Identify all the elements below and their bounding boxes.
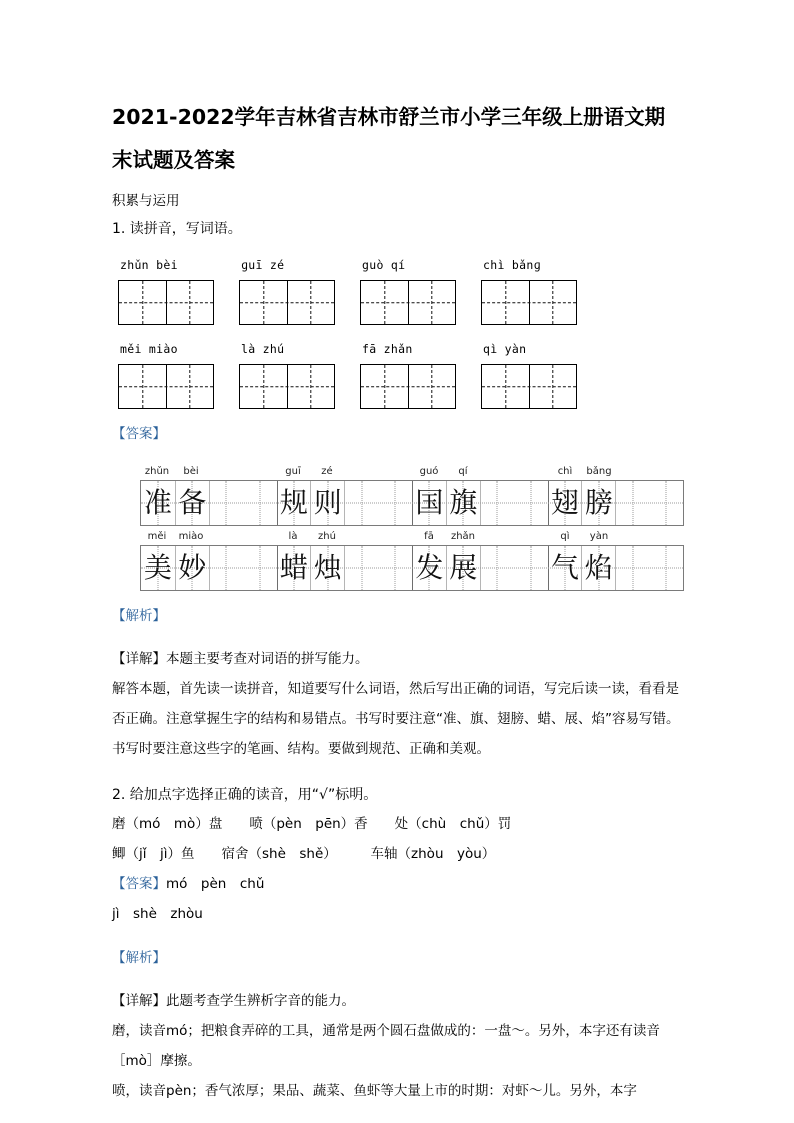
answer-cell — [141, 546, 175, 590]
answer-cell — [548, 546, 582, 590]
question-1-detail-line: 【详解】本题主要考查对词语的拼写能力。 — [112, 651, 369, 667]
answer-cell — [446, 546, 480, 590]
writing-grid-group[interactable] — [239, 280, 335, 325]
writing-grid-cell[interactable] — [361, 281, 408, 324]
answer-cell-empty — [480, 481, 514, 525]
pinyin-label: fā zhǎn — [362, 342, 413, 356]
pinyin-label: chì bǎnɡ — [483, 258, 541, 272]
answer-cell-empty — [378, 481, 412, 525]
answer-cell-empty — [615, 481, 649, 525]
answer-char: 则 — [313, 485, 342, 519]
question-1-analysis-tag: 【解析】 — [112, 607, 166, 624]
answer-pinyin: miào — [178, 530, 204, 542]
answer-cell-empty — [514, 546, 548, 590]
pinyin-label: qì yàn — [483, 342, 527, 356]
answer-cell — [446, 481, 480, 525]
answer-pinyin-empty — [616, 463, 650, 480]
answer-cell-empty — [243, 481, 277, 525]
writing-grid-cell[interactable] — [361, 365, 408, 408]
answer-cell — [277, 546, 311, 590]
answer-char: 美 — [143, 550, 172, 584]
question-2-answer-line-1 — [112, 869, 690, 899]
answer-pinyin-empty — [514, 463, 548, 480]
answer-cell — [581, 481, 615, 525]
pinyin-label: zhǔn bèi — [120, 258, 178, 272]
question-1-prompt-grids — [112, 255, 690, 409]
answer-char: 旗 — [449, 485, 478, 519]
writing-grid-cell[interactable] — [529, 281, 576, 324]
answer-cell — [412, 546, 446, 590]
answer-char: 翅 — [550, 485, 579, 519]
writing-grid-cell[interactable] — [240, 281, 287, 324]
writing-grid-cell[interactable] — [166, 281, 213, 324]
answer-pinyin-empty — [208, 528, 242, 545]
question-2-explanation-2: 喷，读音pèn；香气浓厚；果品、蔬菜、鱼虾等大量上市的时期：对虾～儿。另外，本字 — [112, 1083, 637, 1099]
question-1-stem: 1. 读拼音，写词语。 — [112, 221, 242, 237]
answer-pinyin: guī — [285, 465, 301, 477]
answer-pinyin: guó — [419, 465, 439, 477]
writing-grid-group[interactable] — [481, 280, 577, 325]
answer-pinyin-empty — [616, 528, 650, 545]
writing-grid-cell[interactable] — [482, 365, 529, 408]
question-2-analysis-tag: 【解析】 — [112, 949, 166, 966]
answer-pinyin: qì — [560, 530, 570, 542]
writing-grid-cell[interactable] — [529, 365, 576, 408]
answer-pinyin-empty — [650, 463, 684, 480]
answer-cell — [277, 481, 311, 525]
answer-pinyin: fā — [424, 530, 434, 542]
writing-grid-cell[interactable] — [287, 281, 334, 324]
answer-cell — [310, 481, 344, 525]
question-2-explanation-1: 磨，读音mó；把粮食弄碎的工具，通常是两个圆石盘做成的：一盘～。另外，本字还有读音［mò］摩擦。 — [112, 1023, 660, 1069]
writing-grid-cell[interactable] — [482, 281, 529, 324]
answer-pinyin-empty — [378, 463, 412, 480]
pinyin-label: guò qí — [362, 258, 406, 272]
answer-cell — [581, 546, 615, 590]
answer-cell-empty — [344, 481, 378, 525]
answer-pinyin-empty — [242, 528, 276, 545]
question-1-answer-tag: 【答案】 — [112, 426, 166, 442]
answer-cell-empty — [209, 481, 243, 525]
writing-grid-group[interactable] — [118, 280, 214, 325]
pinyin-label: là zhú — [241, 342, 285, 356]
answer-char: 焰 — [584, 550, 613, 584]
writing-grid-row-1 — [118, 280, 690, 325]
writing-grid-cell[interactable] — [240, 365, 287, 408]
answer-char: 妙 — [178, 550, 207, 584]
answer-pinyin: qí — [458, 465, 468, 477]
answer-pinyin: zé — [321, 465, 333, 477]
answer-pinyin-empty — [480, 463, 514, 480]
answer-char: 膀 — [584, 485, 613, 519]
answer-pinyin-empty — [344, 463, 378, 480]
answer-pinyin: là — [288, 530, 298, 542]
question-2-answer-values-1: mó pèn chǔ — [166, 876, 265, 892]
answer-pinyin: zhú — [318, 530, 336, 542]
question-2-answer-line-2: jì shè zhòu — [112, 906, 203, 922]
answer-pinyin: chì — [557, 465, 573, 477]
answer-cell-empty — [480, 546, 514, 590]
question-2-stem: 2. 给加点字选择正确的读音，用“√”标明。 — [112, 787, 378, 803]
page-title: 2021-2022学年吉林省吉林市舒兰市小学三年级上册语文期末试题及答案 — [112, 105, 666, 172]
answer-char: 规 — [279, 485, 308, 519]
answer-pinyin-line — [140, 528, 690, 545]
answer-cell-empty — [649, 546, 683, 590]
answer-char: 展 — [449, 550, 478, 584]
answer-pinyin-empty — [344, 528, 378, 545]
pinyin-label: ɡuī zé — [241, 258, 285, 272]
answer-cell-empty — [649, 481, 683, 525]
answer-cell — [175, 546, 209, 590]
answer-pinyin: yàn — [589, 530, 609, 542]
answer-cell-empty — [514, 481, 548, 525]
answer-row — [140, 528, 690, 591]
question-2-items-line-1: 磨（mó mò）盘 喷（pèn pēn）香 处（chù chǔ）罚 — [112, 816, 512, 832]
question-2-detail-line: 【详解】此题考查学生辨析字音的能力。 — [112, 993, 355, 1009]
answer-pinyin: zhǔn — [144, 465, 170, 477]
answer-char: 烛 — [313, 550, 342, 584]
writing-grid-cell[interactable] — [119, 365, 166, 408]
answer-grid — [140, 480, 684, 526]
section-label: 积累与运用 — [112, 193, 180, 209]
answer-char: 备 — [178, 485, 207, 519]
question-1-explanation: 解答本题，首先读一读拼音，知道要写什么词语，然后写出正确的词语，写完后读一读，看看是否正确。注意掌握生字的结构和易错点。书写时要注意“准、旗、翅膀、蜡、展、焰”容易写错。书写时要注意这些字的笔画、结构。要做到规范、正确和美观。 — [112, 681, 680, 757]
answer-cell-empty — [209, 546, 243, 590]
answer-char: 国 — [415, 485, 444, 519]
writing-grid-cell[interactable] — [408, 281, 455, 324]
answer-pinyin-empty — [480, 528, 514, 545]
question-2-items-line-2: 鲫（jǐ jì）鱼 宿舍（shè shě） 车轴（zhòu yòu） — [112, 846, 496, 862]
answer-pinyin: bǎng — [586, 465, 612, 477]
pinyin-label: měi miào — [120, 342, 178, 356]
writing-grid-cell[interactable] — [166, 365, 213, 408]
answer-cell — [175, 481, 209, 525]
answer-pinyin-empty — [378, 528, 412, 545]
answer-pinyin: měi — [147, 530, 167, 542]
answer-pinyin: zhǎn — [450, 530, 476, 542]
answer-cell-empty — [344, 546, 378, 590]
answer-char: 气 — [550, 550, 579, 584]
answer-pinyin-empty — [514, 528, 548, 545]
answer-pinyin-empty — [242, 463, 276, 480]
writing-grid-cell[interactable] — [119, 281, 166, 324]
question-2-answer-tag: 【答案】 — [112, 876, 166, 892]
writing-grid-group[interactable] — [118, 364, 214, 409]
answer-cell — [412, 481, 446, 525]
answer-cell — [310, 546, 344, 590]
writing-grid-group[interactable] — [360, 364, 456, 409]
answer-char: 准 — [143, 485, 172, 519]
pinyin-label-row-2 — [118, 339, 690, 359]
writing-grid-cell[interactable] — [287, 365, 334, 408]
writing-grid-group[interactable] — [481, 364, 577, 409]
answer-pinyin: bèi — [183, 465, 199, 477]
answer-cell-empty — [615, 546, 649, 590]
answer-pinyin-empty — [208, 463, 242, 480]
writing-grid-group[interactable] — [239, 364, 335, 409]
question-1-answer-figure — [140, 463, 690, 591]
writing-grid-group[interactable] — [360, 280, 456, 325]
answer-row — [140, 463, 690, 526]
writing-grid-cell[interactable] — [408, 365, 455, 408]
answer-cell-empty — [243, 546, 277, 590]
answer-char: 蜡 — [279, 550, 308, 584]
answer-pinyin-empty — [650, 528, 684, 545]
answer-grid — [140, 545, 684, 591]
writing-grid-row-2 — [118, 364, 690, 409]
answer-cell — [141, 481, 175, 525]
answer-cell-empty — [378, 546, 412, 590]
answer-char: 发 — [415, 550, 444, 584]
pinyin-label-row-1 — [118, 255, 690, 275]
answer-cell — [548, 481, 582, 525]
answer-pinyin-line — [140, 463, 690, 480]
